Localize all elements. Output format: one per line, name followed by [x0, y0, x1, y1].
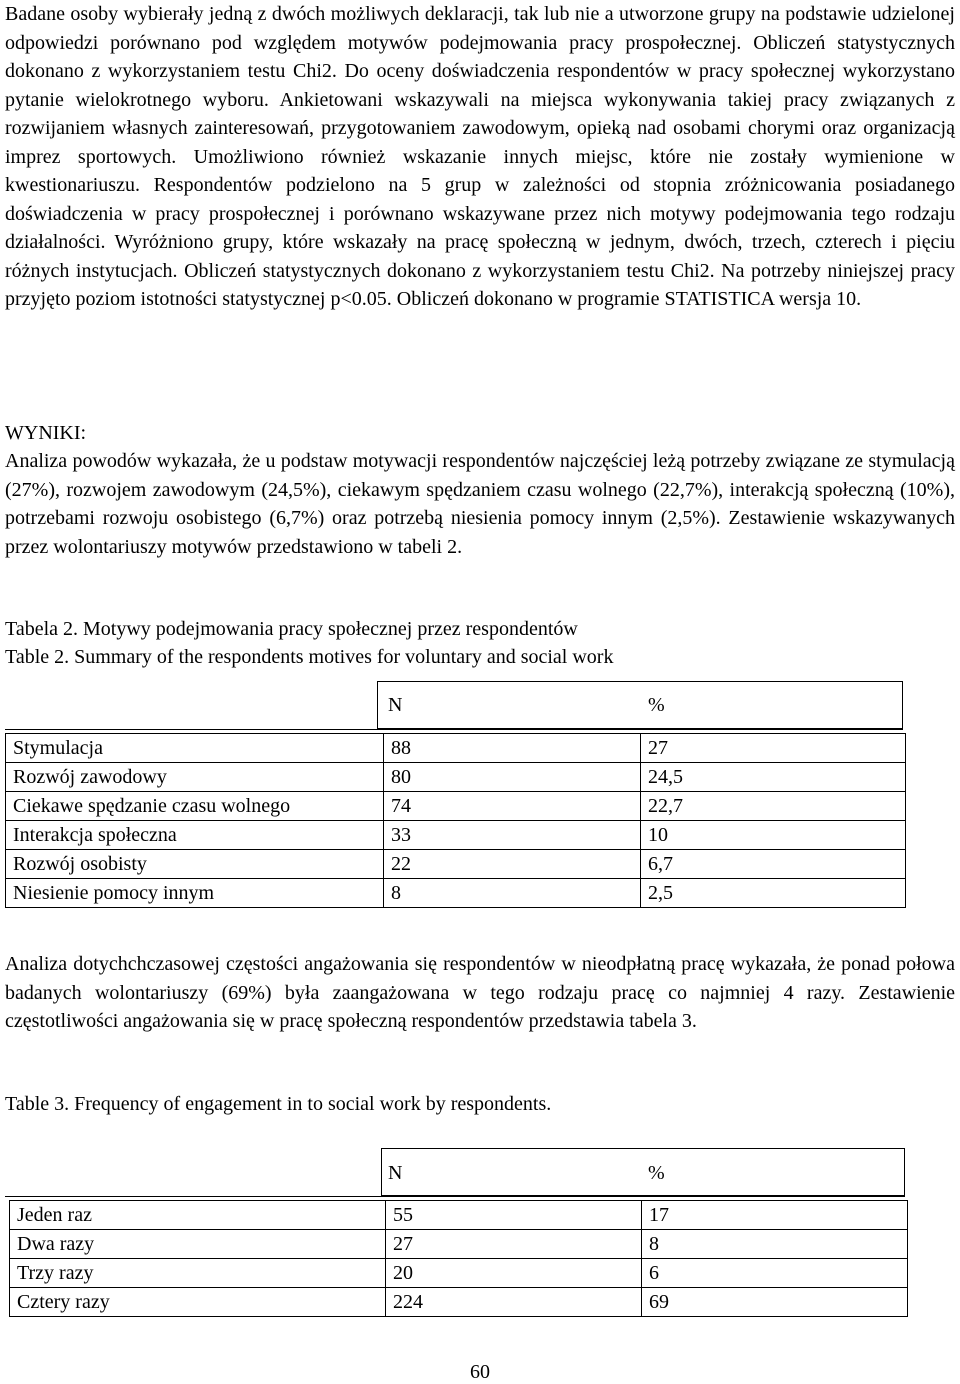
- table-cell-label: Trzy razy: [10, 1259, 386, 1288]
- table-row: [6, 734, 906, 763]
- results-heading: WYNIKI:: [5, 422, 87, 444]
- table-cell-n: 88: [384, 734, 641, 763]
- table-cell-n: 8: [384, 879, 641, 908]
- table-cell-percent: 6: [642, 1259, 908, 1288]
- table-cell-label: Rozwój osobisty: [6, 850, 384, 879]
- table-cell-label: Ciekawe spędzanie czasu wolnego: [6, 792, 384, 821]
- table-row: [10, 1230, 908, 1259]
- table3: [9, 1200, 908, 1317]
- table-cell-percent: 69: [642, 1288, 908, 1317]
- table2-header-rule: [5, 729, 903, 730]
- table-row: [6, 821, 906, 850]
- table-row: [10, 1201, 908, 1230]
- table-row: [6, 792, 906, 821]
- table2-caption-en: Table 2. Summary of the respondents motives for voluntary and social work: [5, 646, 614, 668]
- table-cell-n: 33: [384, 821, 641, 850]
- table2-header-box: [377, 681, 903, 729]
- table-cell-label: Stymulacja: [6, 734, 384, 763]
- table2-header-percent: %: [648, 694, 665, 716]
- table-cell-percent: 22,7: [641, 792, 906, 821]
- table-cell-label: Niesienie pomocy innym: [6, 879, 384, 908]
- table-cell-n: 27: [386, 1230, 642, 1259]
- table-row: [10, 1259, 908, 1288]
- table-cell-n: 20: [386, 1259, 642, 1288]
- table3-header-rule: [5, 1196, 905, 1197]
- table-cell-percent: 2,5: [641, 879, 906, 908]
- table3-header-n: N: [388, 1162, 403, 1184]
- table-cell-n: 80: [384, 763, 641, 792]
- table-cell-percent: 17: [642, 1201, 908, 1230]
- table-row: [6, 763, 906, 792]
- table-cell-percent: 8: [642, 1230, 908, 1259]
- page-number: 60: [470, 1361, 490, 1383]
- table-cell-label: Interakcja społeczna: [6, 821, 384, 850]
- table-cell-n: 74: [384, 792, 641, 821]
- methods-paragraph: Badane osoby wybierały jedną z dwóch możliwych deklaracji, tak lub nie a utworzone grupy na podstawie udzielonej odpowiedzi porównano pod względem motywów podejmowania pracy prospołecznej. Obliczeń statystycznych dokonano z wykorzystaniem testu Chi2. Do oceny doświadczenia respondentów w pracy społecznej wykorzystano pytanie wielokrotnego wyboru. Ankietowani wskazywali na miejsca wykonywania takiej pracy związanych z rozwijaniem własnych zainteresowań, przygotowaniem zawodowym, opieką nad osobami chorymi oraz organizacją imprez sportowych. Umożliwiono również wskazanie innych miejsc, które nie zostały wymienione w kwestionariuszu. Respondentów podzielono na 5 grup w zależności od stopnia zróżnicowania posiadanego doświadczenia w pracy prospołecznej i porównano wskazywane przez nich motywy podejmowania tego rodzaju działalności. Wyróżniono grupy, które wskazały na pracę społeczną w jednym, dwóch, trzech, czterech i pięciu różnych instytucjach. Obliczeń statystycznych dokonano z wykorzystaniem testu Chi2. Na potrzeby niniejszej pracy przyjęto poziom istotności statystycznej p<0.05. Obliczeń dokonano w programie STATISTICA wersja 10.: [5, 3, 955, 310]
- table-cell-n: 224: [386, 1288, 642, 1317]
- table-cell-percent: 24,5: [641, 763, 906, 792]
- table-cell-n: 22: [384, 850, 641, 879]
- table-cell-percent: 6,7: [641, 850, 906, 879]
- table2-header-n: N: [388, 694, 403, 716]
- table-cell-percent: 27: [641, 734, 906, 763]
- results-paragraph: Analiza powodów wykazała, że u podstaw motywacji respondentów najczęściej leżą potrzeby związane ze stymulacją (27%), rozwojem zawodowym (24,5%), ciekawym spędzaniem czasu wolnego (22,7%), interakcją społeczną (10%), potrzebami rozwoju osobistego (6,7%) oraz potrzebą niesienia pomocy innym (2,5%). Zestawienie wskazywanych przez wolontariuszy motywów przedstawiono w tabeli 2.: [5, 450, 955, 558]
- table3-header-box: [381, 1148, 905, 1196]
- table-cell-label: Jeden raz: [10, 1201, 386, 1230]
- table3-caption-en: Table 3. Frequency of engagement in to social work by respondents.: [5, 1093, 552, 1115]
- table-cell-label: Dwa razy: [10, 1230, 386, 1259]
- table3-header-percent: %: [648, 1162, 665, 1184]
- analysis-paragraph: Analiza dotychchczasowej częstości angażowania się respondentów w nieodpłatną pracę wykazała, że ponad połowa badanych wolontariuszy (69%) była zaangażowana w tego rodzaju pracę co najmniej 4 razy. Zestawienie częstotliwości angażowania się w pracę społeczną respondentów przedstawia tabela 3.: [5, 953, 955, 1032]
- table-cell-label: Cztery razy: [10, 1288, 386, 1317]
- table-row: [10, 1288, 908, 1317]
- table-cell-n: 55: [386, 1201, 642, 1230]
- table-cell-percent: 10: [641, 821, 906, 850]
- table2: [5, 733, 906, 908]
- table-cell-label: Rozwój zawodowy: [6, 763, 384, 792]
- table2-caption-pl: Tabela 2. Motywy podejmowania pracy społecznej przez respondentów: [5, 618, 578, 640]
- table-row: [6, 879, 906, 908]
- table-row: [6, 850, 906, 879]
